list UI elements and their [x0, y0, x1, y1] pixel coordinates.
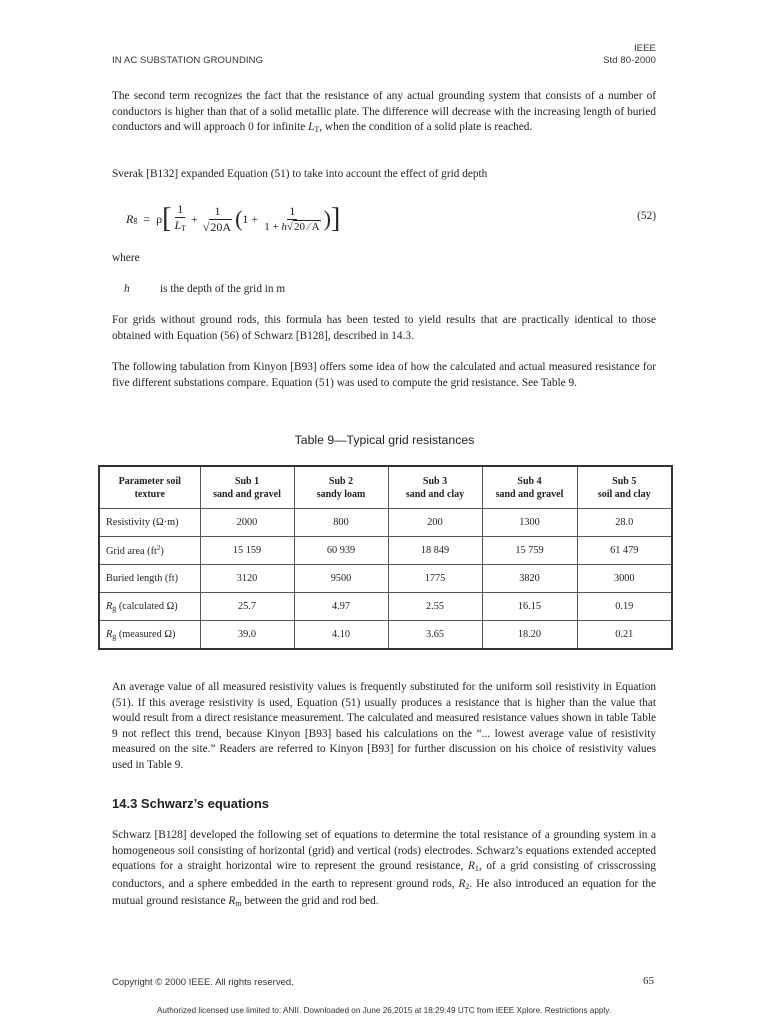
eq-bracket-close: ] [330, 203, 341, 234]
paragraph-kinyon: The following tabulation from Kinyon [B93] offers some idea of how the calculated and actual measured resistance for five different substations compare. Equation (51) was used to compute the grid resistance. See Table 9. [112, 361, 656, 389]
row-label: Buried length (ft) [99, 565, 200, 593]
table-row [99, 565, 672, 593]
paragraph-text: The second term recognizes the fact that the resistance of any actual grounding system that consists of a number of conductors is higher than that of a solid metallic plate. The difference will decrease with the increasing length of buried conductors and will approach 0 for infinite [112, 90, 656, 133]
table-cell: 15 159 [200, 537, 294, 565]
license-notice: Authorized licensed use limited to: ANII. Downloaded on June 26,2015 at 18:29:49 UTC from IEEE Xplore. Restrictions apply. [156, 1006, 612, 1015]
paragraph-text: , when the condition of a solid plate is reached. [319, 121, 533, 133]
table-cell: 61 479 [577, 537, 672, 565]
table-cell: 0.21 [577, 621, 672, 650]
table-cell: 25.7 [200, 593, 294, 621]
table-cell: 60 939 [294, 537, 388, 565]
eq-frac-3 [262, 205, 322, 234]
table-cell: 1300 [482, 509, 577, 537]
eq-h: h [281, 220, 287, 233]
table-cell: 4.97 [294, 593, 388, 621]
paragraph-text: . He also introduced an equation for the mutual ground resistance [112, 877, 656, 907]
header-standard-number: Std 80-2000 [603, 55, 656, 66]
eq-sqrt: √ [286, 220, 293, 233]
subscript: 2 [465, 881, 470, 891]
table-cell: 4.10 [294, 621, 388, 650]
eq-frac-1 [172, 203, 188, 235]
eq-L: L [174, 218, 182, 232]
eq-sqrt: √ [202, 219, 210, 234]
eq-num: 1 [289, 203, 296, 218]
eq-num: 1 [214, 203, 221, 218]
header-cell: Sub 3 sand and clay [388, 466, 482, 509]
table-cell: 1775 [388, 565, 482, 593]
header-standard-org: IEEE [633, 43, 656, 54]
table-cell: 39.0 [200, 621, 294, 650]
eq-den [201, 220, 234, 234]
header-cell: Sub 2 sandy loam [294, 466, 388, 509]
eq-radicand: 20 ⁄ A [293, 220, 320, 233]
table-row [99, 509, 672, 537]
eq-plus: + [251, 211, 259, 226]
symbol-h: h [124, 283, 130, 295]
table-caption: Table 9—Typical grid resistances [294, 433, 475, 447]
paragraph-schwarz [112, 828, 656, 912]
definition-h [124, 283, 286, 295]
header-cell: Parameter soil texture [99, 466, 200, 509]
eq-rho: ρ [156, 211, 163, 226]
eq-lhs: R [126, 211, 134, 226]
grid-resistance-table [98, 465, 673, 650]
table-cell: 2000 [200, 509, 294, 537]
equation-number: (52) [637, 210, 656, 222]
table-row [99, 621, 672, 650]
table-cell: 3.65 [388, 621, 482, 650]
paragraph-text: , of a grid consisting of crisscrossing conductors, and a sphere embedded in the earth to represent ground rods, [112, 860, 656, 890]
paragraph-text: Schwarz [B128] developed the following set of equations to determine the total resistance of a grounding system in a homogeneous soil consisting of horizontal (grid) and vertical (rods) electrodes. Schwarz’s equations extended accepted equations for a straight horizontal wire to represent the ground resistance, [112, 829, 656, 872]
table-cell: 800 [294, 509, 388, 537]
table-cell: 200 [388, 509, 482, 537]
subscript: 1 [474, 864, 479, 873]
table-row [99, 593, 672, 621]
paragraph-no-ground-rods: For grids without ground rods, this formula has been tested to yield results that are practically identical to those obtained with Equation (56) of Schwarz [B128], described in 14.3. [112, 314, 656, 342]
eq-bracket-open: [ [162, 203, 172, 234]
eq-frac-2 [201, 205, 234, 234]
eq-paren-close: ) [323, 206, 331, 231]
table-cell: 3000 [577, 565, 672, 593]
paragraph-sverak: Sverak [B132] expanded Equation (51) to take into account the effect of grid depth [112, 168, 488, 180]
table-cell: 2.55 [388, 593, 482, 621]
eq-radicand: 20A [210, 219, 232, 234]
eq-den [172, 218, 188, 235]
table-header-row [99, 466, 672, 509]
subscript-T: T [314, 125, 320, 134]
eq-L-sub: T [181, 224, 187, 233]
symbol-R2: R [458, 877, 466, 890]
header-cell: Sub 5 soil and clay [577, 466, 672, 509]
table-cell: 0.19 [577, 593, 672, 621]
table-cell: 3820 [482, 565, 577, 593]
symbol-R1: R [468, 860, 475, 872]
section-heading: 14.3 Schwarz’s equations [112, 796, 270, 811]
row-label: $R_g$ (measured Ω) [99, 621, 200, 650]
running-header: IN AC SUBSTATION GROUNDING [112, 55, 264, 66]
row-label: $R_g$ (calculated Ω) [99, 593, 200, 621]
eq-one: 1 [242, 211, 249, 226]
eq-den-text: 1 + [264, 220, 282, 233]
table-row [99, 537, 672, 565]
symbol-L: L [308, 121, 315, 133]
header-cell: Sub 1 sand and gravel [200, 466, 294, 509]
definition-text: is the depth of the grid in m [160, 283, 286, 295]
table-cell: 9500 [294, 565, 388, 593]
table-cell: 18.20 [482, 621, 577, 650]
eq-paren-open: ( [235, 206, 243, 231]
page-number: 65 [643, 975, 654, 987]
symbol-Rm: R [228, 895, 236, 907]
paragraph-text: between the grid and rod bed. [241, 895, 379, 907]
table-cell: 16.15 [482, 593, 577, 621]
table-cell: 15 759 [482, 537, 577, 565]
table-cell: 3120 [200, 565, 294, 593]
table-cell: 28.0 [577, 509, 672, 537]
eq-den [262, 220, 322, 234]
equation-52 [126, 199, 340, 239]
subscript: m [235, 899, 242, 908]
header-cell: Sub 4 sand and gravel [482, 466, 577, 509]
paragraph-average-resistivity: An average value of all measured resistivity values is frequently substituted for the uniform soil resistivity in Equation (51). If this average resistivity is used, Equation (51) usually produces a resistance that is higher than the value that would result from a direct resistance measurement. The calculated and measured resistance values shown in table Table 9 not reflect this trend, because Kinyon [B93] based his calculations on the “... lowest average value of resistivity measured on the site.” Readers are referred to Kinyon [B93] for further discussion on his choice of resistivity values used in Table 9. [112, 681, 656, 771]
paragraph-second-term [112, 89, 656, 138]
eq-num: 1 [177, 202, 184, 216]
copyright-footer: Copyright © 2000 IEEE. All rights reserved. [112, 977, 294, 988]
where-label: where [112, 252, 140, 264]
eq-equals: = [143, 211, 151, 226]
row-label: Resistivity (Ω·m) [99, 509, 200, 537]
table-cell: 18 849 [388, 537, 482, 565]
eq-plus: + [191, 211, 198, 226]
row-label: Grid area $(ft^2)$ [99, 537, 200, 565]
eq-lhs-sub: g [133, 214, 138, 224]
